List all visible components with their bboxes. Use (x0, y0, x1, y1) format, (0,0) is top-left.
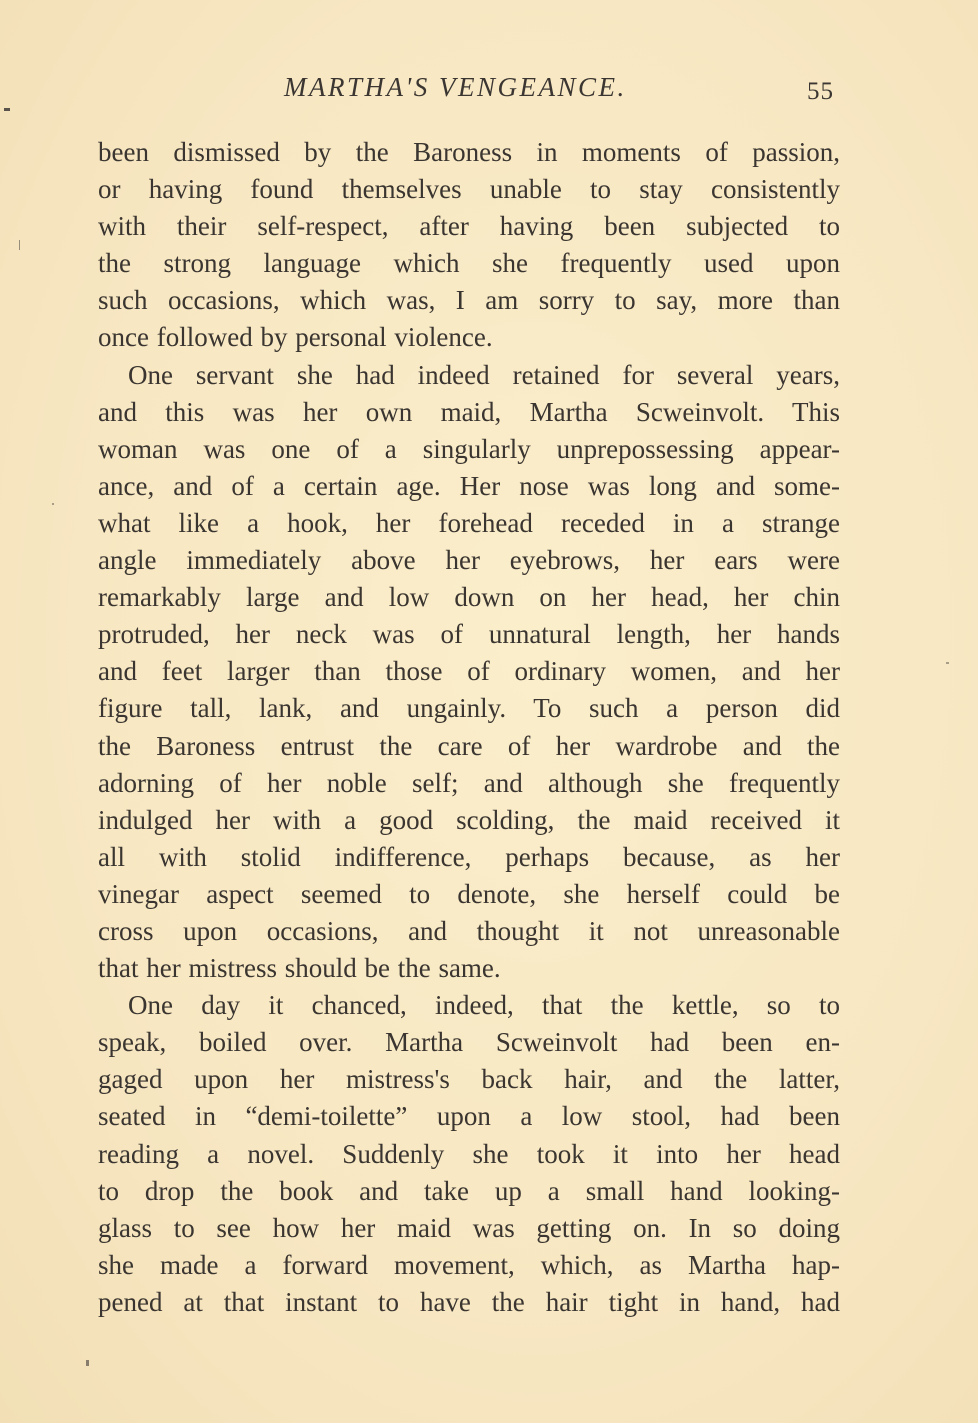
paragraph-2 (98, 357, 840, 988)
text-line: figure tall, lank, and ungainly. To such a person did (98, 693, 840, 724)
text-line: adorning of her noble self; and although she frequently (98, 767, 840, 798)
text-line: protruded, her neck was of unnatural length, her hands (98, 619, 840, 650)
text-line: with their self-respect, after having been subjected to (98, 211, 840, 242)
text-line: One day it chanced, indeed, that the kettle, so to (128, 990, 840, 1021)
page-header (98, 72, 838, 112)
body-text (98, 134, 840, 1321)
text-line: or having found themselves unable to stay consistently (98, 174, 840, 205)
text-line: cross upon occasions, and thought it not unreasonable (98, 915, 840, 946)
scan-speck (52, 503, 54, 505)
text-line: speak, boiled over. Martha Scweinvolt had been en- (98, 1027, 840, 1058)
scan-speck (4, 108, 10, 111)
text-line: she made a forward movement, which, as Martha hap- (98, 1249, 840, 1280)
text-line: what like a hook, her forehead receded in a strange (98, 507, 840, 538)
text-line: indulged her with a good scolding, the maid received it (98, 804, 840, 835)
text-line: vinegar aspect seemed to denote, she herself could be (98, 878, 840, 909)
text-line: reading a novel. Suddenly she took it into her head (98, 1138, 840, 1169)
paragraph-1 (98, 134, 840, 357)
text-line: to drop the book and take up a small hand looking- (98, 1175, 840, 1206)
text-line: angle immediately above her eyebrows, her ears were (98, 545, 840, 576)
scan-speck (19, 240, 20, 250)
text-line: remarkably large and low down on her head, her chin (98, 582, 840, 613)
text-line: and this was her own maid, Martha Scweinvolt. This (98, 396, 840, 427)
scan-speck (946, 662, 949, 664)
text-line: and feet larger than those of ordinary women, and her (98, 656, 840, 687)
text-line: ance, and of a certain age. Her nose was long and some- (98, 470, 840, 501)
text-line: pened at that instant to have the hair tight in hand, had (98, 1286, 840, 1317)
running-title: MARTHA'S VENGEANCE. (284, 72, 627, 102)
text-line: glass to see how her maid was getting on. In so doing (98, 1212, 840, 1243)
page-number: 55 (807, 78, 834, 105)
text-line: seated in “demi-toilette” upon a low stool, had been (98, 1101, 840, 1132)
scan-speck (86, 1360, 89, 1366)
text-line: gaged upon her mistress's back hair, and the latter, (98, 1064, 840, 1095)
text-line: One servant she had indeed retained for several years, (128, 359, 840, 390)
text-line: woman was one of a singularly unprepossessing appear- (98, 433, 840, 464)
text-line: been dismissed by the Baroness in moments of passion, (98, 137, 840, 167)
text-line: once followed by personal violence. (98, 322, 493, 353)
text-line: such occasions, which was, I am sorry to say, more than (98, 285, 840, 316)
text-line: all with stolid indifference, perhaps because, as her (98, 841, 840, 872)
text-line: that her mistress should be the same. (98, 953, 501, 984)
paragraph-3 (98, 987, 840, 1321)
text-line: the Baroness entrust the care of her wardrobe and the (98, 730, 840, 761)
text-line: the strong language which she frequently used upon (98, 248, 840, 279)
